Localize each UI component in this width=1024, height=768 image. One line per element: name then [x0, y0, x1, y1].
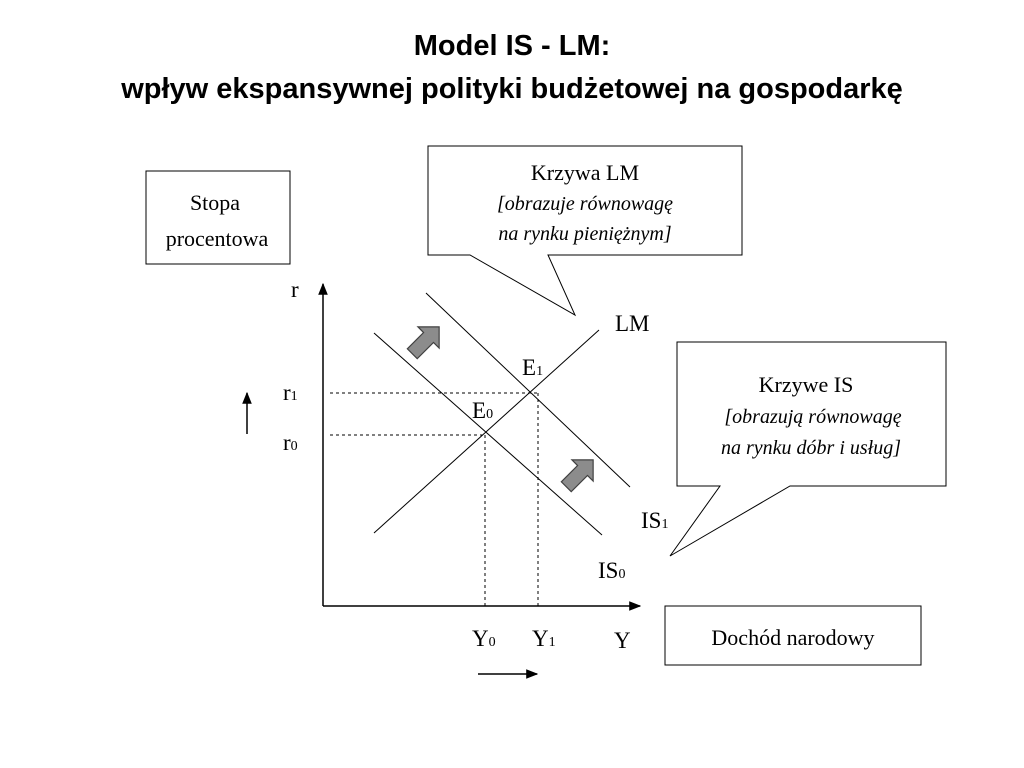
- diagram-title: Model IS - LM:: [413, 30, 611, 62]
- diagram-subtitle: wpływ ekspansywnej polityki budżetowej na gospodarkę: [121, 73, 903, 105]
- lm-callout-line1: [obrazuje równowagę: [496, 193, 674, 215]
- is1-curve-label: IS1: [641, 508, 669, 533]
- is-callout-title: Krzywe IS: [758, 372, 854, 397]
- interest-rate-label-line2: procentowa: [165, 226, 269, 251]
- y0-tick-label: Y0: [472, 626, 496, 651]
- is0-curve-label: IS0: [598, 558, 626, 583]
- is-shift-arrow-upper: [402, 316, 450, 364]
- equilibrium-e1-label: E1: [522, 355, 544, 380]
- y1-tick-label: Y1: [532, 626, 556, 651]
- national-income-label: Dochód narodowy: [711, 625, 875, 650]
- x-axis-label: Y: [614, 628, 631, 653]
- is-callout-line2: na rynku dóbr i usług]: [721, 437, 901, 459]
- lm-callout-title: Krzywa LM: [530, 160, 640, 185]
- r0-tick-label: r0: [283, 430, 298, 455]
- is0-curve: [374, 333, 602, 535]
- r1-tick-label: r1: [283, 380, 298, 405]
- is-shift-arrow-lower: [556, 449, 604, 497]
- interest-rate-label-line1: Stopa: [189, 190, 241, 215]
- is-callout-line1: [obrazują równowagę: [724, 406, 902, 428]
- y-axis-label: r: [291, 277, 299, 302]
- lm-callout-line2: na rynku pieniężnym]: [498, 223, 672, 245]
- lm-curve-label: LM: [615, 311, 650, 336]
- equilibrium-e0-label: E0: [472, 398, 494, 423]
